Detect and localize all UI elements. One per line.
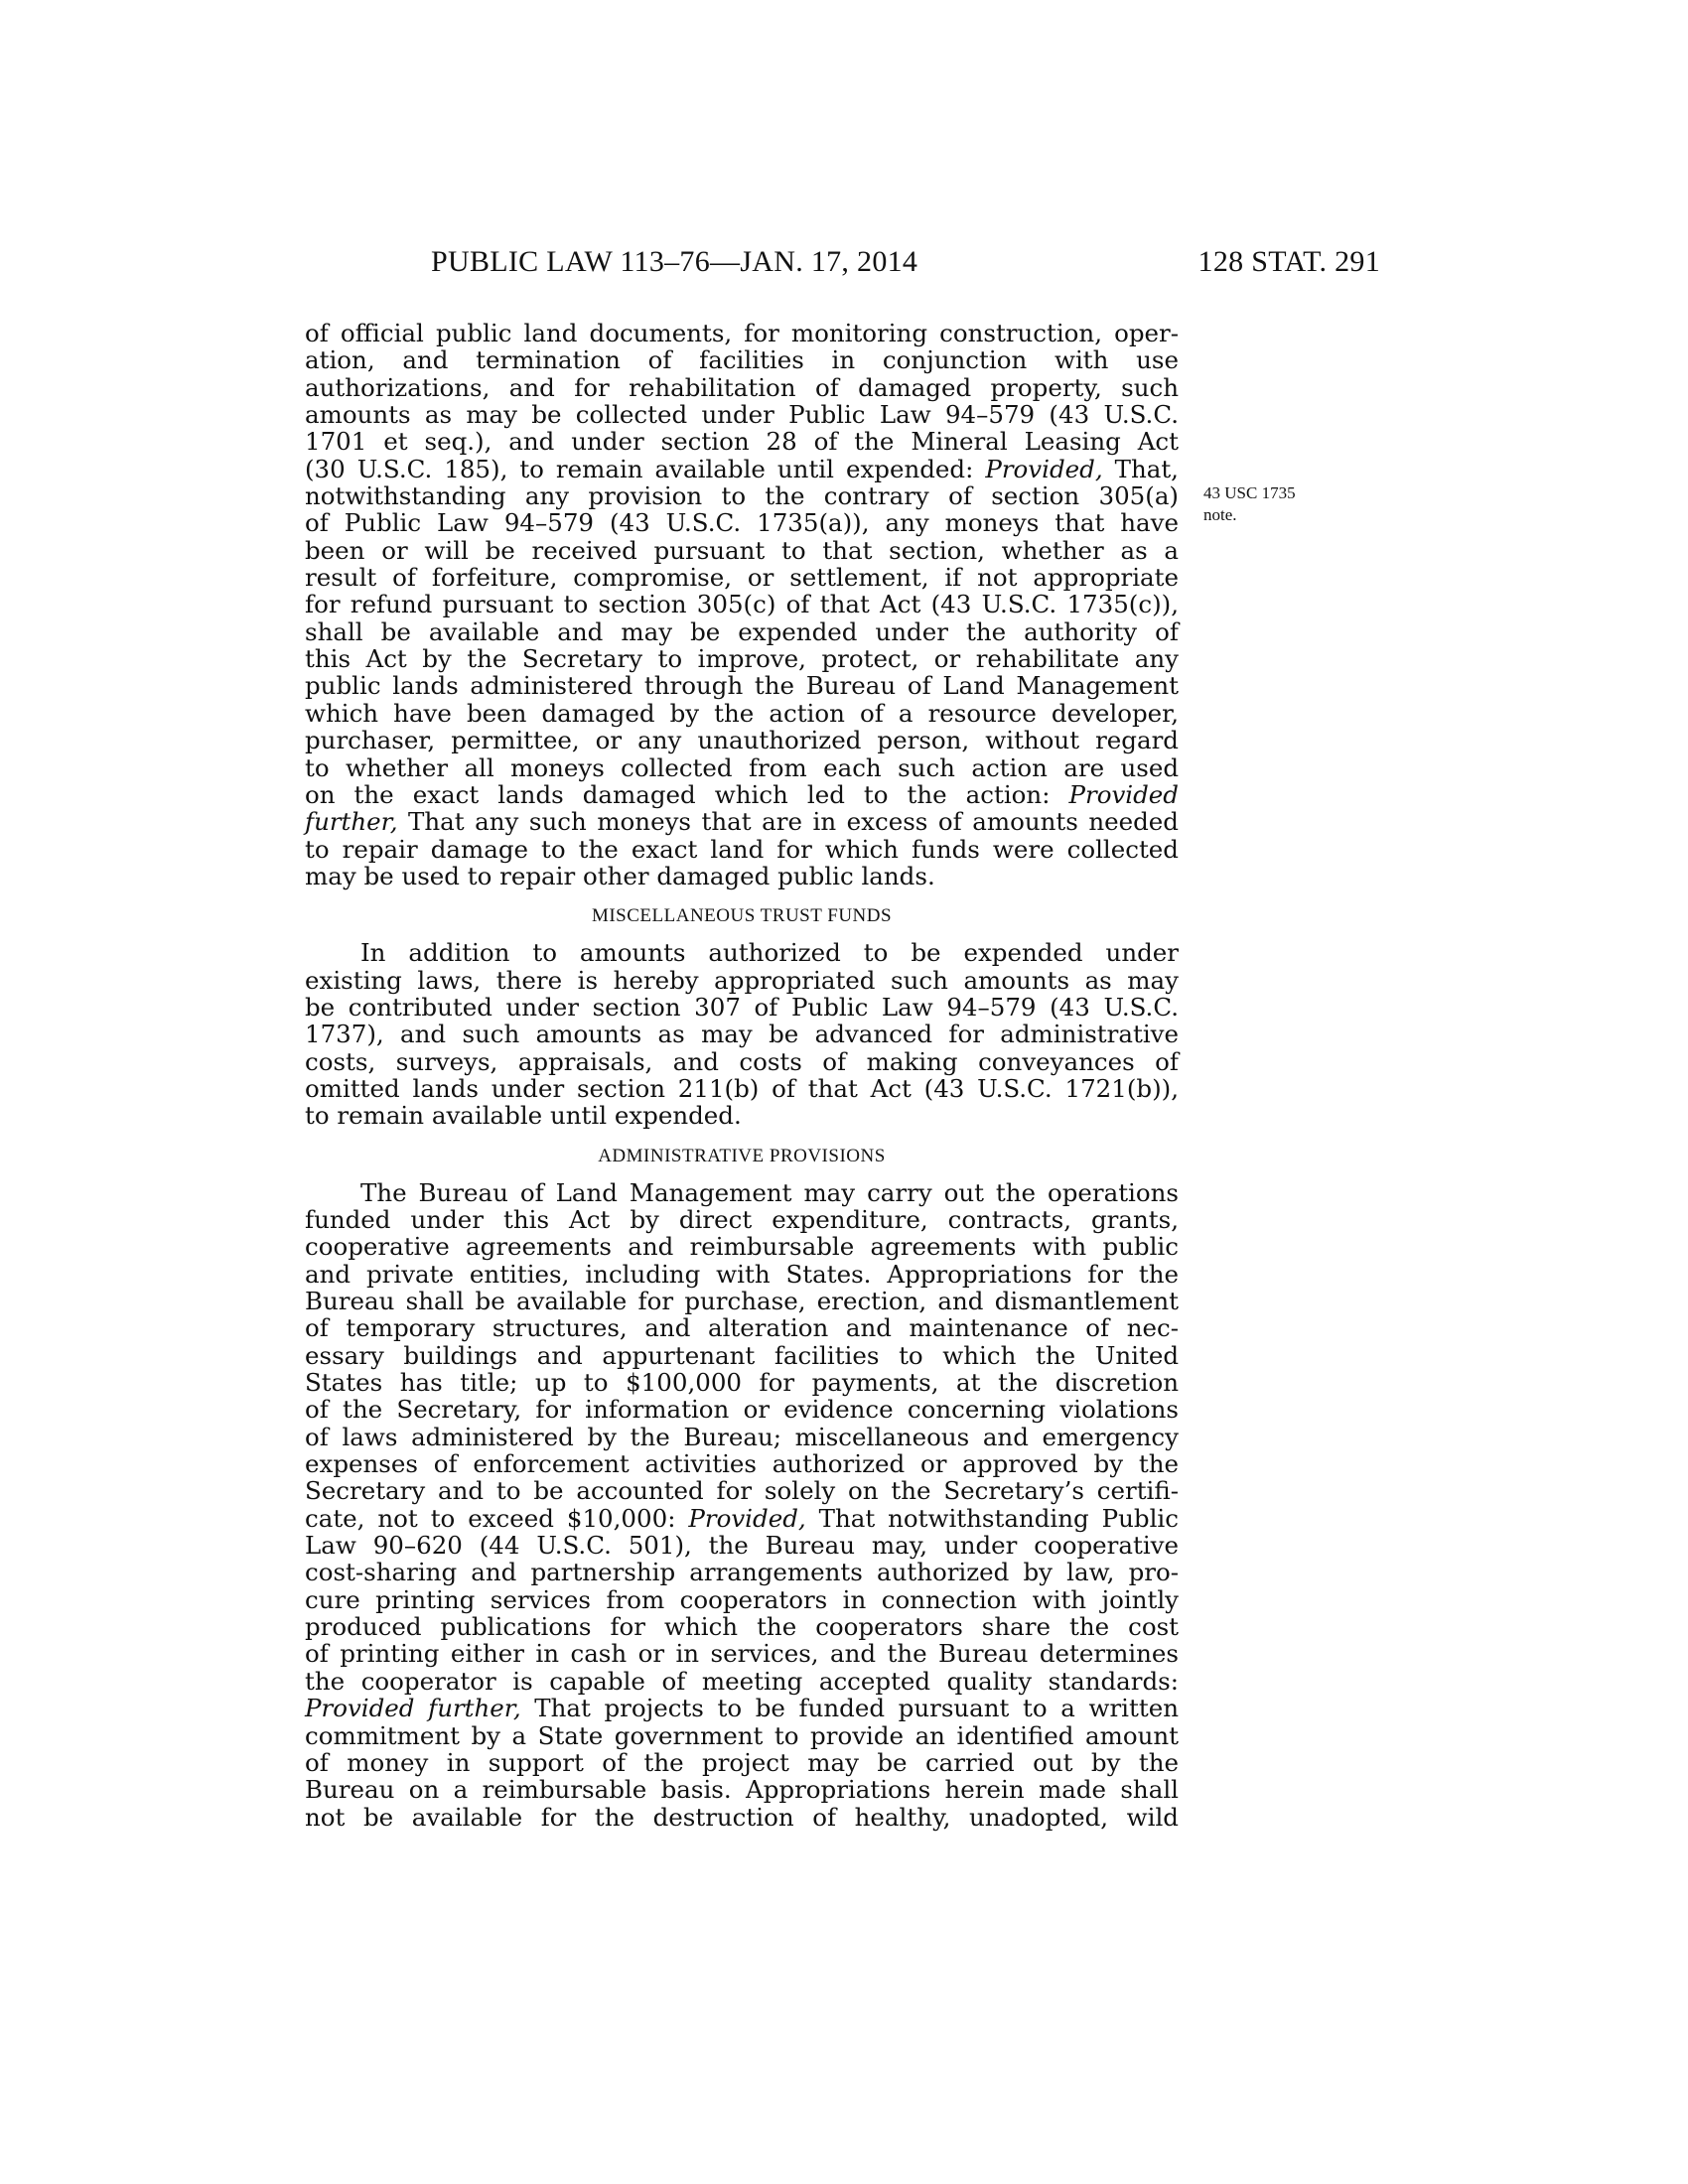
text-line (305, 808, 1179, 835)
text-line: may be used to repair other damaged public lands. (305, 861, 935, 890)
margin-note-label: note. (1203, 505, 1237, 524)
italic-proviso: Provided, (688, 1503, 806, 1533)
text-line: 1701 et seq.), and under section 28 of the Mineral Leasing Act (305, 427, 1179, 457)
text-line: ation, and termination of facilities in conjunction with use (305, 345, 1179, 375)
text-line: and private entities, including with States. Appropriations for the (305, 1259, 1179, 1289)
text-line: essary buildings and appurtenant facilities to which the United (305, 1340, 1179, 1370)
text-line: Bureau shall be available for purchase, erection, and dismantlement (305, 1287, 1179, 1315)
text-line: cure printing services from cooperators in connection with jointly (305, 1584, 1179, 1614)
text-line: to remain available until expended. (305, 1101, 742, 1131)
law-title: PUBLIC LAW 113–76—JAN. 17, 2014 (431, 245, 918, 278)
text-line: The Bureau of Land Management may carry out the operations (360, 1177, 1179, 1207)
text-line: omitted lands under section 211(b) of that Act (43 U.S.C. 1721(b)), (305, 1073, 1179, 1103)
heading-administrative-provisions: ADMINISTRATIVE PROVISIONS (598, 1145, 886, 1166)
text-line: the cooperator is capable of meeting accepted quality standards: (305, 1666, 1179, 1696)
text-line: Secretary and to be accounted for solely on the Secretary’s certifi- (305, 1476, 1179, 1506)
text-line: shall be available and may be expended under the authority of (305, 616, 1179, 646)
text-line: of Public Law 94–579 (43 U.S.C. 1735(a)), any moneys that have (305, 508, 1179, 538)
text-line: produced publications for which the cooperators share the cost (305, 1612, 1179, 1642)
text-span: That any such moneys that are in excess of amounts needed (408, 807, 1179, 837)
text-line: of temporary structures, and alteration and maintenance of nec- (305, 1313, 1179, 1343)
text-span: That notwithstanding Public (818, 1503, 1179, 1533)
text-line: to repair damage to the exact land for which funds were collected (305, 834, 1179, 864)
italic-proviso: Provided, (985, 454, 1103, 483)
italic-proviso: Provided (1068, 779, 1179, 809)
section-misc-trust-funds (305, 939, 1179, 1129)
running-head (298, 242, 1380, 282)
margin-note-citation: 43 USC 1735 (1203, 483, 1296, 502)
stat-cite: 128 STAT. 291 (1197, 245, 1380, 278)
text-span: (30 U.S.C. 185), to remain available until expended: (305, 454, 974, 483)
text-line: of the Secretary, for information or evidence concerning violations (305, 1395, 1179, 1425)
text-line: States has title; up to $100,000 for payments, at the discretion (305, 1368, 1179, 1398)
text-line: cost-sharing and partnership arrangements authorized by law, pro- (305, 1558, 1179, 1587)
text-line: for refund pursuant to section 305(c) of that Act (43 U.S.C. 1735(c)), (305, 590, 1179, 619)
text-line: funded under this Act by direct expenditure, contracts, grants, (305, 1204, 1179, 1234)
section-administrative-provisions (305, 1179, 1179, 1831)
text-line: of laws administered by the Bureau; miscellaneous and emergency (305, 1422, 1179, 1451)
text-line: In addition to amounts authorized to be expended under (360, 938, 1179, 968)
text-span: That, (1114, 454, 1179, 483)
italic-proviso: Provided further, (305, 1694, 521, 1723)
text-line: purchaser, permittee, or any unauthorized person, without regard (305, 726, 1179, 755)
text-line: authorizations, and for rehabilitation of damaged property, such (305, 372, 1179, 402)
text-line: which have been damaged by the action of a resource developer, (305, 698, 1179, 728)
text-line: be contributed under section 307 of Public Law 94–579 (43 U.S.C. (305, 992, 1179, 1022)
text-line: existing laws, there is hereby appropriated such amounts as may (305, 965, 1179, 995)
text-line: 1737), and such amounts as may be advanced for administrative (305, 1020, 1179, 1049)
body-text (305, 320, 1179, 1831)
text-line (305, 1505, 1179, 1532)
text-span: cate, not to exceed $10,000: (305, 1503, 676, 1533)
margin-note (1203, 482, 1296, 526)
text-line: been or will be received pursuant to that section, whether as a (305, 535, 1179, 565)
text-line: not be available for the destruction of healthy, unadopted, wild (305, 1802, 1179, 1832)
text-line: public lands administered through the Bureau of Land Management (305, 671, 1179, 701)
text-line: result of forfeiture, compromise, or settlement, if not appropriate (305, 563, 1179, 593)
text-line: this Act by the Secretary to improve, protect, or rehabilitate any (305, 644, 1179, 674)
text-line: of official public land documents, for monitoring construction, oper- (305, 319, 1179, 347)
text-line: notwithstanding any provision to the contrary of section 305(a) (305, 481, 1179, 511)
text-line: commitment by a State government to provide an identified amount (305, 1720, 1179, 1750)
text-line (305, 781, 1179, 808)
text-line (305, 1695, 1179, 1721)
text-line (305, 456, 1179, 482)
heading-misc-trust-funds: MISCELLANEOUS TRUST FUNDS (591, 905, 893, 927)
text-line: cooperative agreements and reimbursable agreements with public (305, 1232, 1179, 1262)
text-span: That projects to be funded pursuant to a written (534, 1694, 1179, 1723)
text-line: to whether all moneys collected from each such action are used (305, 752, 1179, 782)
section-bureau-land-funds (305, 320, 1179, 889)
text-line: Law 90–620 (44 U.S.C. 501), the Bureau may, under cooperative (305, 1531, 1179, 1561)
text-line: costs, surveys, appraisals, and costs of making conveyances of (305, 1046, 1179, 1076)
text-line: of money in support of the project may be carried out by the (305, 1747, 1179, 1777)
italic-proviso: further, (305, 807, 398, 837)
text-span: on the exact lands damaged which led to the action: (305, 779, 1051, 809)
text-line: Bureau on a reimbursable basis. Appropriations herein made shall (305, 1775, 1179, 1805)
text-line: of printing either in cash or in services, and the Bureau determines (305, 1639, 1179, 1669)
text-line: amounts as may be collected under Public Law 94–579 (43 U.S.C. (305, 400, 1179, 430)
text-line: expenses of enforcement activities authorized or approved by the (305, 1449, 1179, 1479)
